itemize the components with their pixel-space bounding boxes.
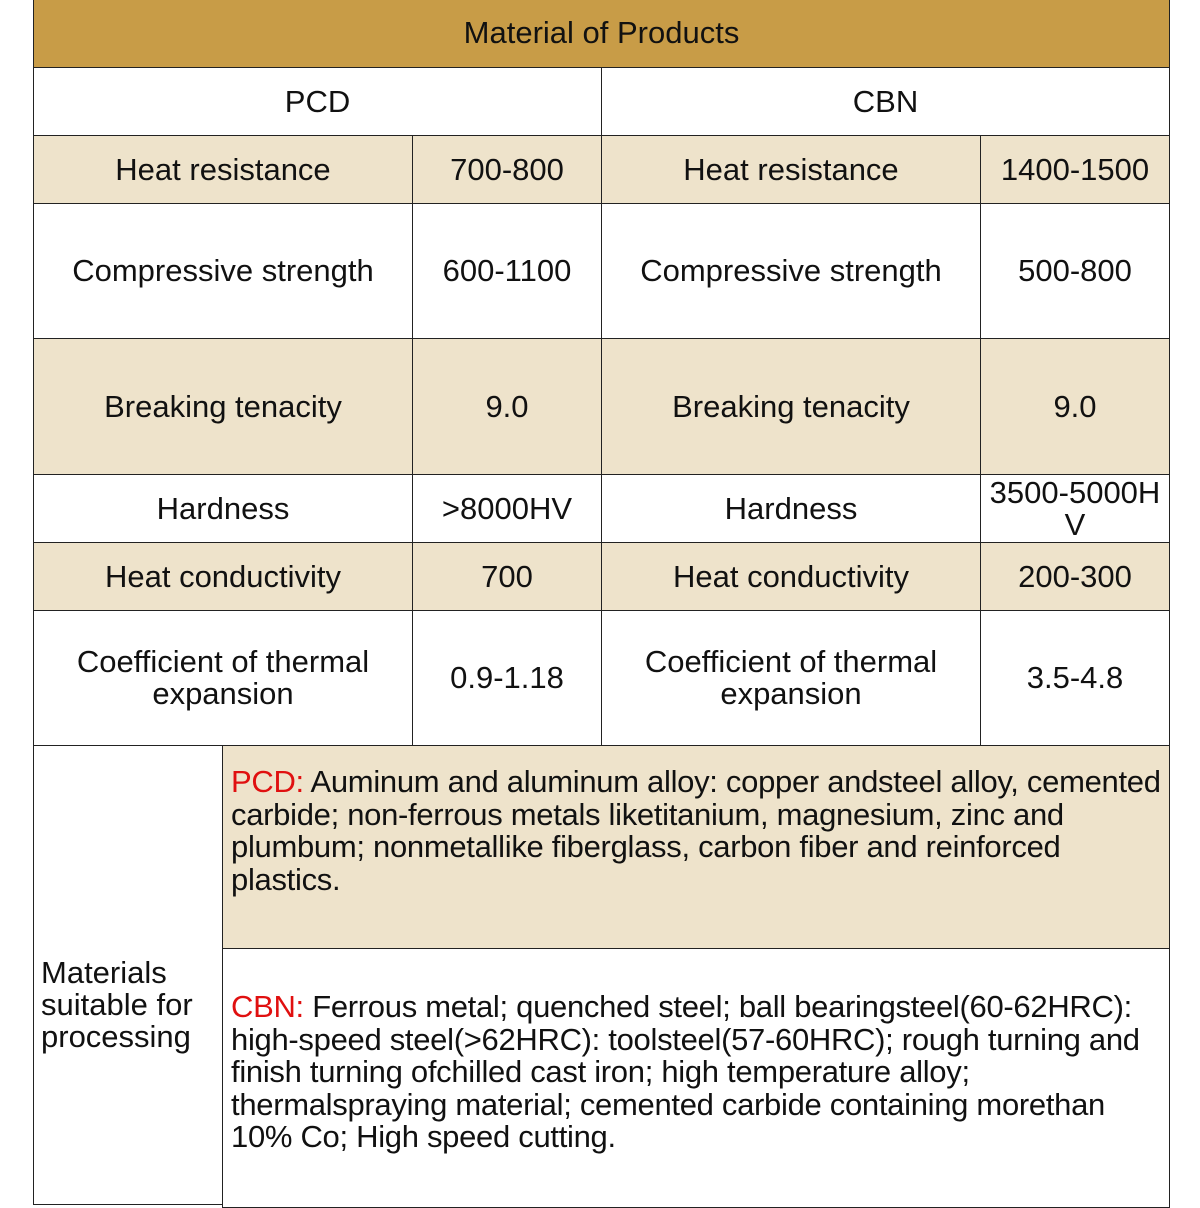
cell-pcd-label: Hardness bbox=[33, 474, 413, 543]
pcd-materials-text: Auminum and aluminum alloy: copper andsteel alloy, cemented carbide; non-ferrous metals liketitanium, magnesium, zinc and plumbum; nonmetallike fiberglass, carbon fiber and reinforced plastics. bbox=[231, 764, 1161, 897]
cell-pcd-label: Heat conductivity bbox=[33, 542, 413, 611]
cell-pcd-label: Coefficient of thermal expansion bbox=[33, 610, 413, 746]
table-title: Material of Products bbox=[33, 0, 1170, 68]
pcd-materials-cell bbox=[222, 745, 1170, 949]
cell-cbn-value: 1400-1500 bbox=[980, 135, 1170, 204]
materials-label bbox=[33, 745, 223, 1205]
cell-pcd-label: Breaking tenacity bbox=[33, 338, 413, 475]
cbn-materials-cell bbox=[222, 948, 1170, 1208]
cbn-materials-text: Ferrous metal; quenched steel; ball bearingsteel(60-62HRC): high-speed steel(>62HRC): toolsteel(57-60HRC); rough turning and finish turning ofchilled cast iron; high temperature alloy; thermalspraying material; cemented carbide containing morethan 10% Co; High speed cutting. bbox=[231, 989, 1140, 1154]
cell-pcd-label: Heat resistance bbox=[33, 135, 413, 204]
materials-label-text: Materials suitable for processing bbox=[41, 955, 193, 1054]
cell-pcd-value: 700-800 bbox=[412, 135, 602, 204]
cell-pcd-value: 9.0 bbox=[412, 338, 602, 475]
cell-cbn-value: 500-800 bbox=[980, 203, 1170, 339]
cell-cbn-value: 3500-5000HV bbox=[980, 474, 1170, 543]
cell-cbn-label: Heat conductivity bbox=[601, 542, 981, 611]
cell-pcd-value: >8000HV bbox=[412, 474, 602, 543]
pcd-materials-prefix: PCD: bbox=[231, 764, 304, 799]
cell-cbn-label: Breaking tenacity bbox=[601, 338, 981, 475]
cell-cbn-label: Coefficient of thermal expansion bbox=[601, 610, 981, 746]
cell-pcd-label: Compressive strength bbox=[33, 203, 413, 339]
cell-cbn-label: Hardness bbox=[601, 474, 981, 543]
cbn-materials-prefix: CBN: bbox=[231, 989, 304, 1024]
cell-cbn-value: 200-300 bbox=[980, 542, 1170, 611]
cell-cbn-value: 3.5-4.8 bbox=[980, 610, 1170, 746]
cell-cbn-value: 9.0 bbox=[980, 338, 1170, 475]
cell-pcd-value: 700 bbox=[412, 542, 602, 611]
column-header-pcd: PCD bbox=[33, 67, 602, 136]
column-header-cbn: CBN bbox=[601, 67, 1170, 136]
cell-cbn-label: Heat resistance bbox=[601, 135, 981, 204]
cell-cbn-label: Compressive strength bbox=[601, 203, 981, 339]
cell-pcd-value: 0.9-1.18 bbox=[412, 610, 602, 746]
cell-pcd-value: 600-1100 bbox=[412, 203, 602, 339]
